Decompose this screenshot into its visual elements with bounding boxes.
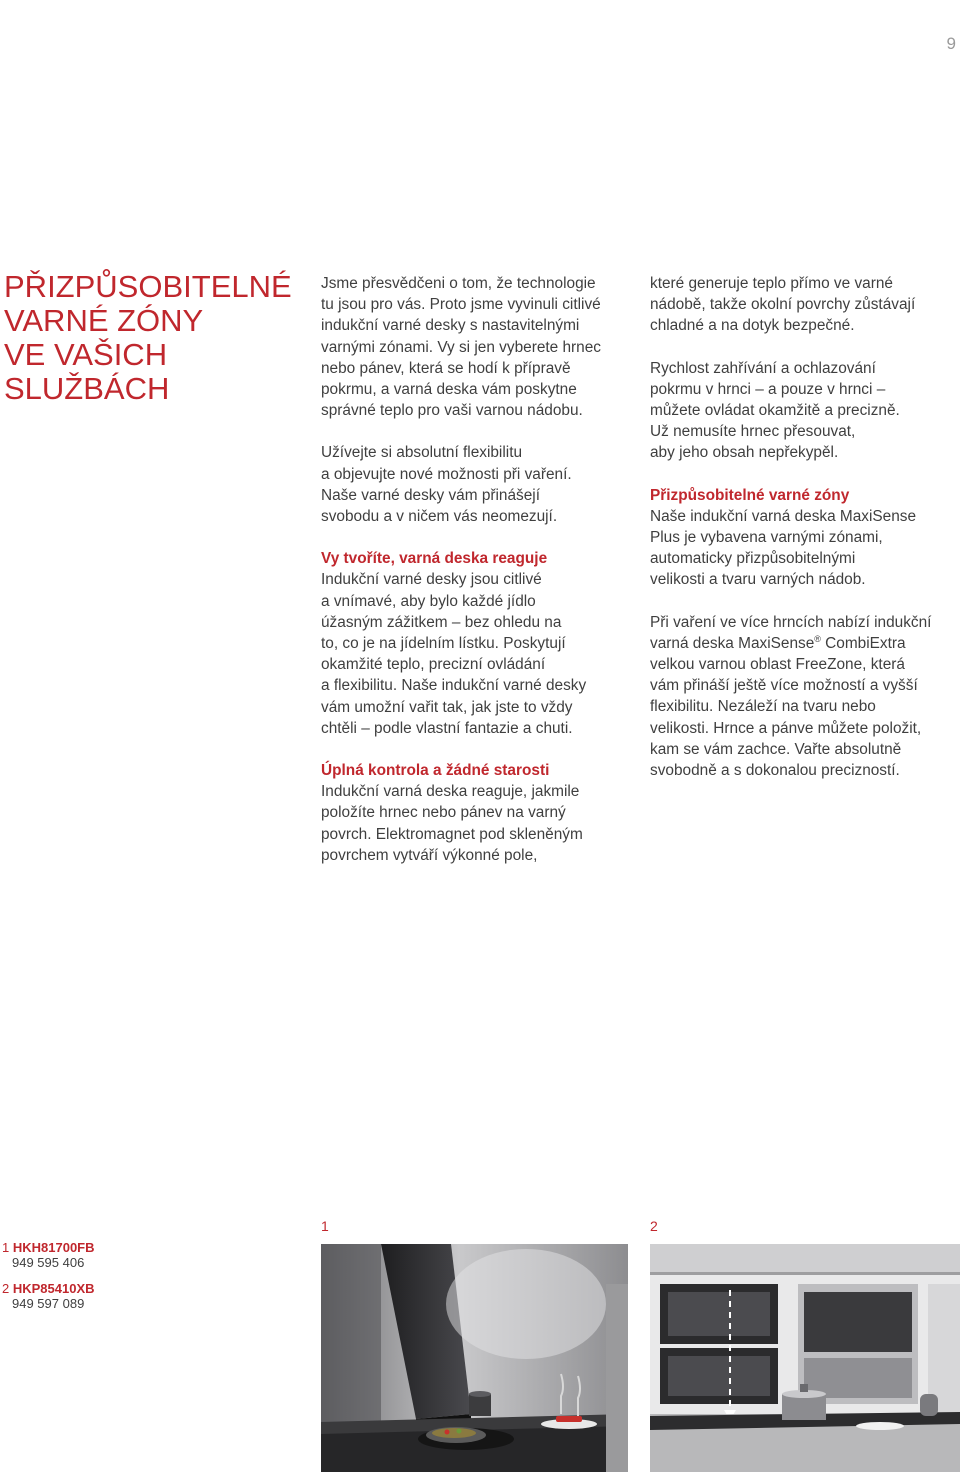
text-line: to, co je na jídelním lístku. Poskytují [321,635,566,653]
text-line: Jsme přesvědčeni o tom, že technologie [321,275,596,292]
text-line: velikosti. Hrnce a pánve můžete položit, [650,719,922,737]
text-line: položíte hrnec nebo pánev na varný [321,804,566,822]
text-line: svobodu a v ničem vás neomezují. [321,508,558,526]
product-item [2,1282,95,1311]
speed-paragraph [650,358,950,464]
kitchen-photo-hood [321,1244,628,1472]
text-line: Při vaření ve více hrncích nabízí indukční [650,613,932,631]
title-line: SLUŽBÁCH [4,371,170,406]
text-line [650,633,950,654]
product-item [2,1241,95,1270]
text-line: nádobě, takže okolní povrchy zůstávají [650,296,916,314]
text-line: povrchem vytváří výkonné pole, [321,846,538,864]
text-line: varnými zónami. Vy si jen vyberete hrnec [321,338,601,356]
text-line: chtěli – podle vlastní fantazie a chuti. [321,719,573,737]
flexibility-paragraph [321,442,631,527]
text-line: Už nemusíte hrnec přesouvat, [650,423,856,441]
page-number: 9 [946,34,956,53]
text-line: aby jeho obsah nepřekypěl. [650,444,839,462]
section-react [321,548,631,739]
product-code: 949 595 406 [12,1254,85,1270]
text-column-1 [321,273,631,887]
text-line: okamžité teplo, precizní ovládání [321,656,546,674]
text-line: Naše varné desky vám přinášejí [321,486,540,504]
section-adaptive-zones [650,485,950,591]
product-code: 949 597 089 [12,1295,85,1311]
product-number: 1 [2,1240,10,1255]
text-line: indukční varné desky s nastavitelnými [321,317,580,335]
kitchen-ovens-illustration [650,1244,960,1472]
text-line: Užívejte si absolutní flexibilitu [321,444,523,462]
text-column-2 [650,273,950,802]
text-line: Plus je vybavena varnými zónami, [650,529,883,547]
text-line: kam se vám zachce. Vařte absolutně [650,740,902,758]
text-line: úžasným zážitkem – bez ohledu na [321,613,562,631]
registered-mark: ® [814,633,821,644]
text-line: pokrmu v hrnci – a pouze v hrnci – [650,380,886,398]
kitchen-hood-illustration [321,1244,628,1472]
text-line: Rychlost zahřívání a ochlazování [650,359,876,377]
kitchen-photo-ovens [650,1244,960,1472]
page-title [4,270,304,406]
text-line: chladné a na dotyk bezpečné. [650,317,855,335]
text-line: tu jsou pro vás. Proto jsme vyvinuli citlivé [321,296,601,314]
text-fragment: varná deska MaxiSense [650,634,815,652]
text-line: Naše indukční varná deska MaxiSense [650,507,917,525]
text-line: velikosti a tvaru varných nádob. [650,571,866,589]
text-line: které generuje teplo přímo ve varné [650,275,893,292]
text-line: vám přináší ještě více možností a vyšší [650,677,918,695]
title-line: VARNÉ ZÓNY [4,303,204,338]
text-line: svobodně a s dokonalou precizností. [650,762,900,780]
text-line: Indukční varné desky jsou citlivé [321,571,542,589]
text-line: a vnímavé, aby bylo každé jídlo [321,592,536,610]
text-line: velkou varnou oblast FreeZone, která [650,656,905,674]
text-fragment: CombiExtra [820,634,906,652]
continuation-paragraph [650,273,950,337]
text-line: a objevujte nové možnosti při vaření. [321,465,572,483]
photo-label-1: 1 [321,1218,329,1234]
text-line: vám umožní vařit tak, jak jste to vždy [321,698,573,716]
title-line: PŘIZPŮSOBITELNÉ [4,269,292,304]
intro-paragraph [321,273,631,421]
text-line: nebo pánev, která se hodí k přípravě [321,359,571,377]
product-model: HKP85410XB [12,1281,95,1297]
section-heading: Vy tvoříte, varná deska reaguje [321,550,548,568]
text-line: můžete ovládat okamžitě a precizně. [650,402,900,420]
text-line: správné teplo pro vaši varnou nádobu. [321,402,583,420]
combi-paragraph [650,612,950,782]
product-list [2,1241,95,1323]
title-line: VE VAŠICH [4,337,168,372]
product-model: HKH81700FB [12,1240,95,1255]
text-line: flexibilitu. Nezáleží na tvaru nebo [650,698,876,716]
section-heading: Přizpůsobitelné varné zóny [650,486,850,504]
text-line: povrch. Elektromagnet pod skleněným [321,825,583,843]
text-line: a flexibilitu. Naše indukční varné desky [321,677,587,695]
text-line: pokrmu, a varná deska vám poskytne [321,381,577,399]
section-control [321,760,631,866]
text-line: automaticky přizpůsobitelnými [650,550,856,568]
photo-label-2: 2 [650,1218,658,1234]
product-number: 2 [2,1281,10,1297]
text-line: Indukční varná deska reaguje, jakmile [321,783,580,801]
section-heading: Úplná kontrola a žádné starosti [321,762,550,780]
